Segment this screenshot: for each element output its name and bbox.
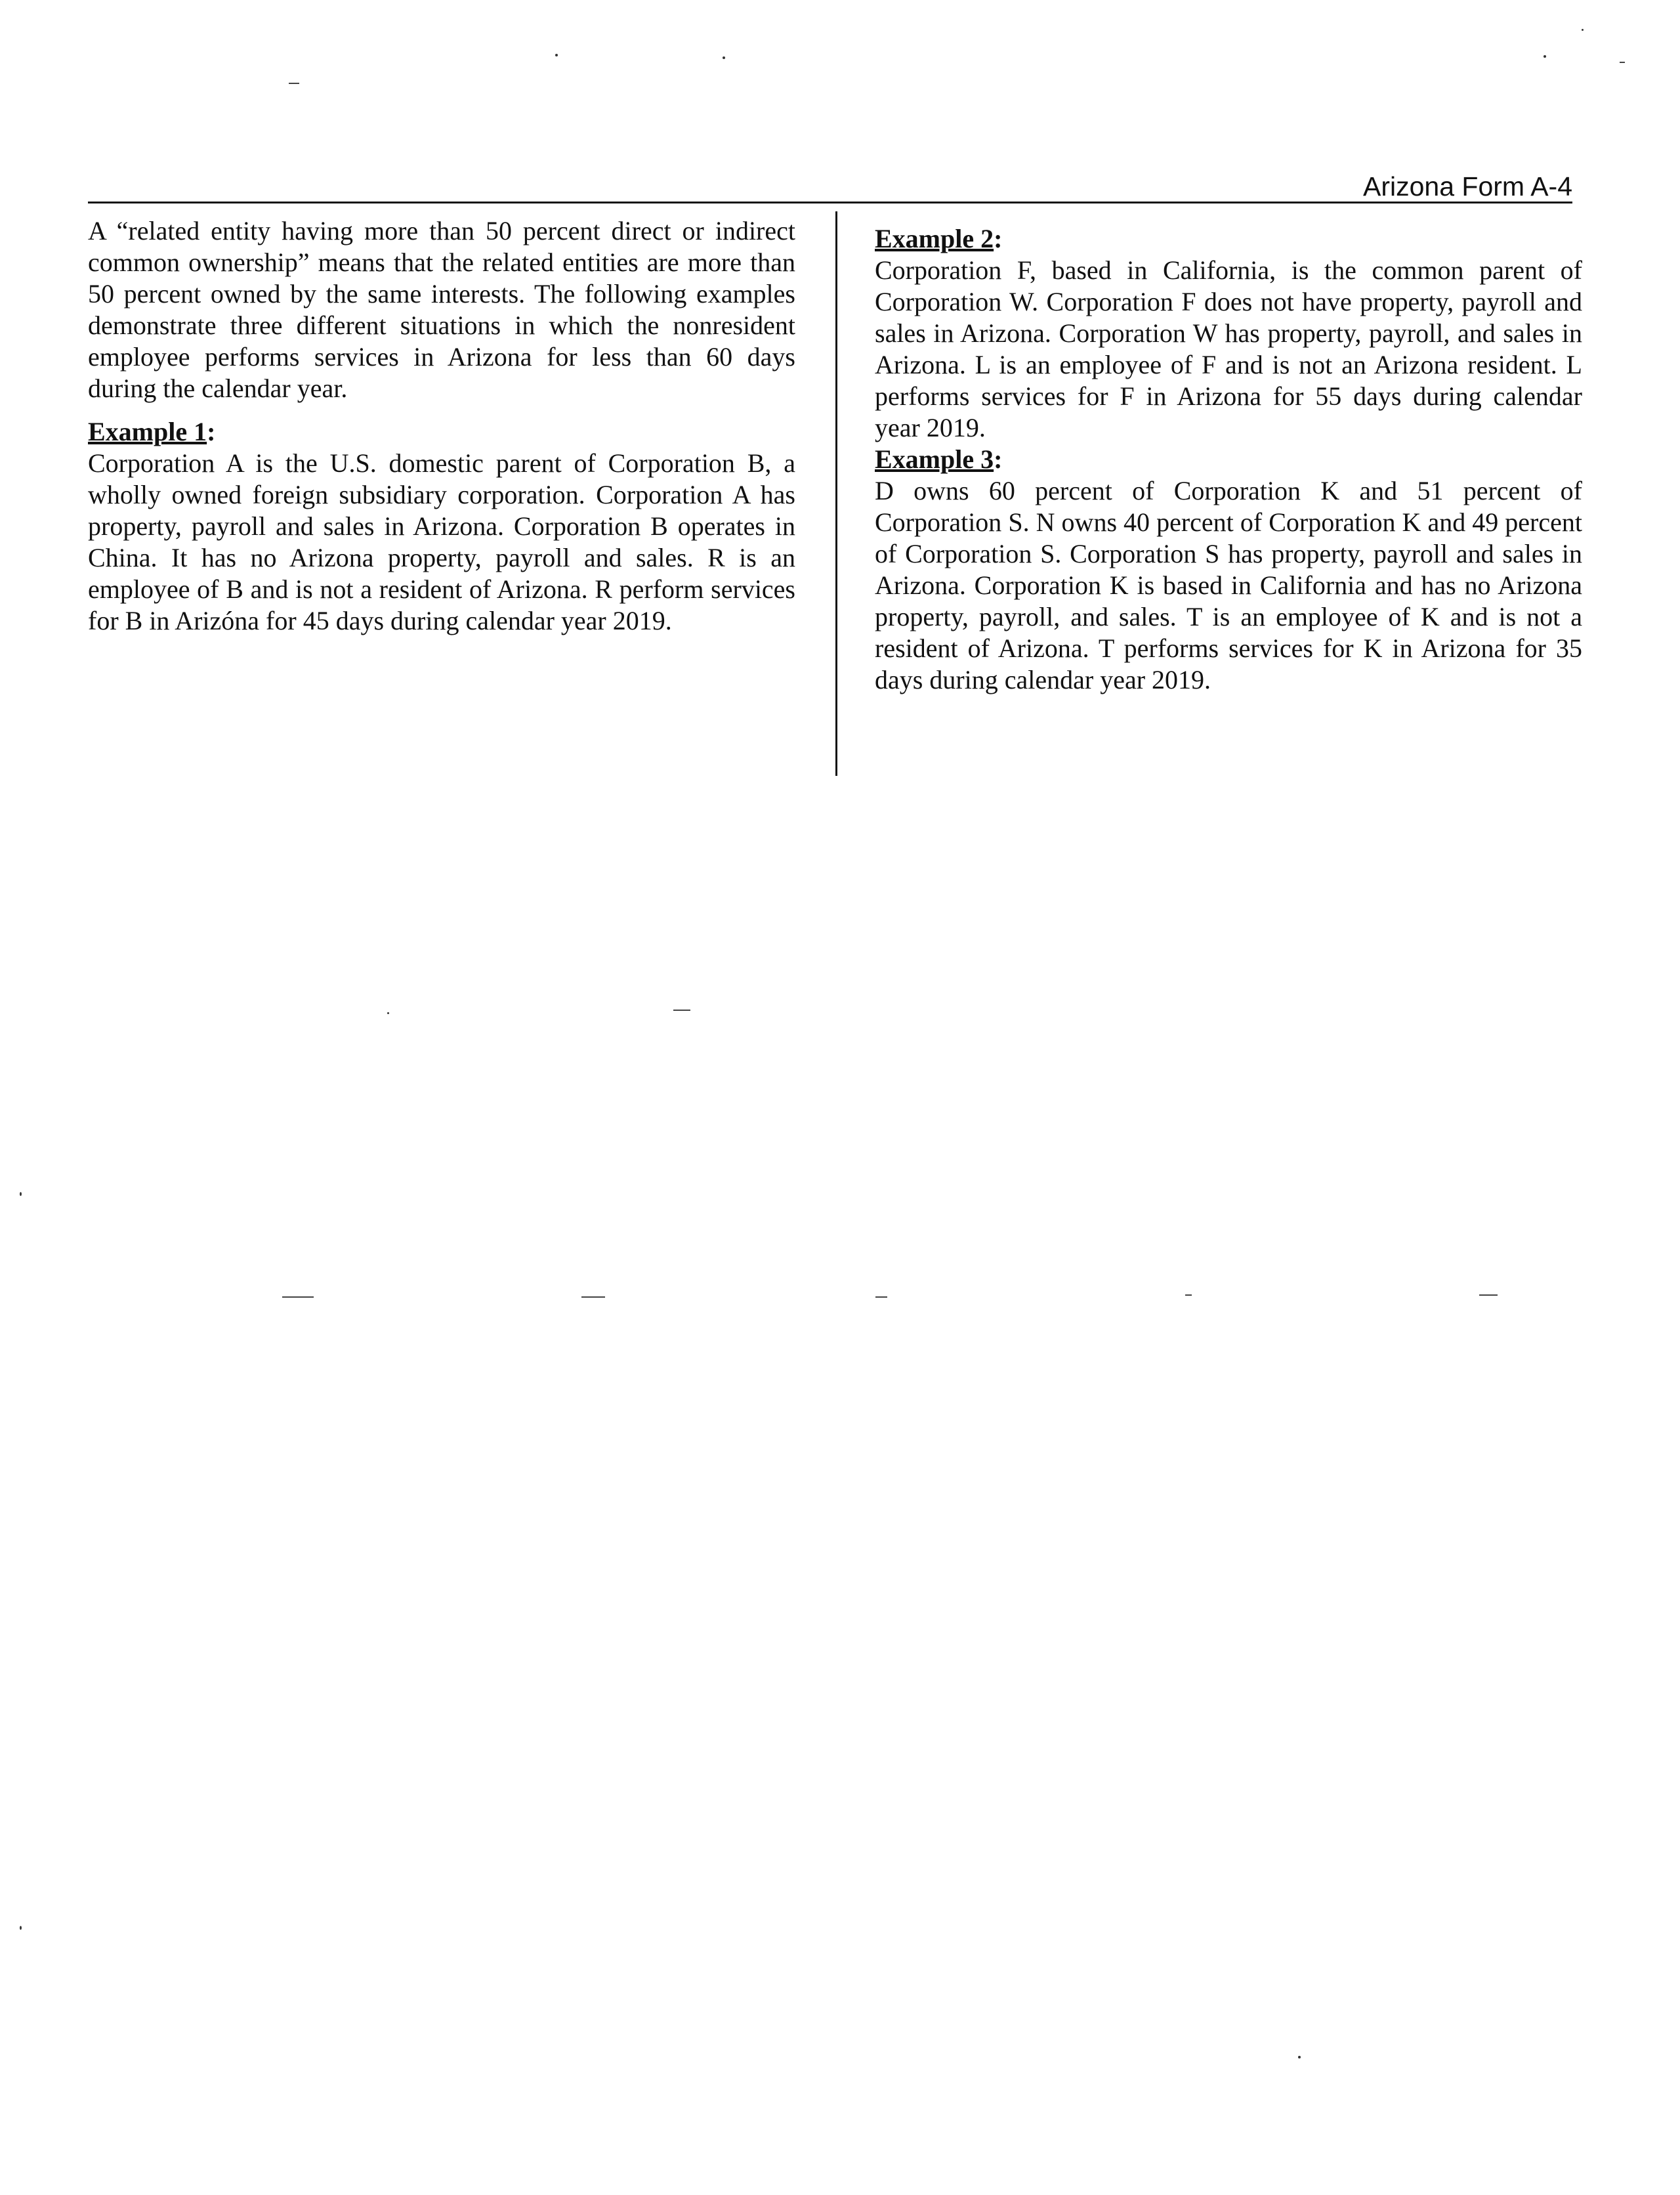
example-1-text: Corporation A is the U.S. domestic parent of Corporation B, a wholly owned foreign subsidiary corporation. Corporation A has property, payroll and sales in Arizona. Corporation B operates in China. It has no Arizona property, payroll and sales. R is an employee of B and is not a resident of Arizona. R perform services for B in Arizóna for 45 days during calendar year 2019. <box>88 448 795 635</box>
scan-dash <box>875 1296 887 1298</box>
example-3-heading-label: Example 3 <box>875 444 994 474</box>
right-column <box>875 223 1582 696</box>
scan-speck <box>723 56 725 59</box>
example-3-heading <box>875 444 1582 475</box>
scan-speck <box>1544 55 1546 58</box>
scan-dash <box>1620 62 1625 63</box>
example-1-heading-label: Example 1 <box>88 417 207 446</box>
scan-dash <box>282 1296 314 1298</box>
scan-speck <box>387 1012 389 1014</box>
example-2-heading-label: Example 2 <box>875 224 994 253</box>
scan-speck <box>20 1926 22 1930</box>
scan-dash <box>1185 1294 1192 1296</box>
scan-speck <box>1582 29 1584 31</box>
example-3-heading-colon: : <box>994 444 1003 474</box>
example-2-heading <box>875 223 1582 255</box>
scan-speck <box>1298 2056 1301 2058</box>
column-divider <box>835 211 837 776</box>
scan-speck <box>20 1192 22 1196</box>
example-2-heading-colon: : <box>994 224 1003 253</box>
left-column <box>88 215 795 637</box>
example-1-heading <box>88 416 795 448</box>
example-2-text: Corporation F, based in California, is the common parent of Corporation W. Corporation F does not have property, payroll and sales in Arizona. Corporation W has property, payroll, and sales in Arizona. L is an employee of F and is not an Arizona resident. L performs services for F in Arizona for 55 days during calendar year 2019. <box>875 255 1582 442</box>
header-rule <box>88 202 1572 203</box>
scan-dash <box>673 1010 690 1011</box>
intro-paragraph: A “related entity having more than 50 percent direct or indirect common ownership” means that the related entities are more than 50 percent owned by the same interests. The following examples demonstrate three different situations in which the nonresident employee performs services in Arizona for less than 60 days during the calendar year. <box>88 216 795 403</box>
example-1-heading-colon: : <box>207 417 216 446</box>
example-3-text: D owns 60 percent of Corporation K and 51 percent of Corporation S. N owns 40 percent of Corporation K and 49 percent of Corporation S. Corporation S has property, payroll and sales in Arizona. Corporation K is based in California and has no Arizona property, payroll, and sales. T is an employee of K and is not a resident of Arizona. T performs services for K in Arizona for 35 days during calendar year 2019. <box>875 476 1582 694</box>
scan-dash <box>289 83 299 84</box>
scan-dash <box>1479 1294 1498 1296</box>
scan-dash <box>581 1296 605 1298</box>
form-title: Arizona Form A-4 <box>1363 171 1572 202</box>
scan-speck <box>555 54 558 56</box>
page-header <box>88 172 1572 203</box>
